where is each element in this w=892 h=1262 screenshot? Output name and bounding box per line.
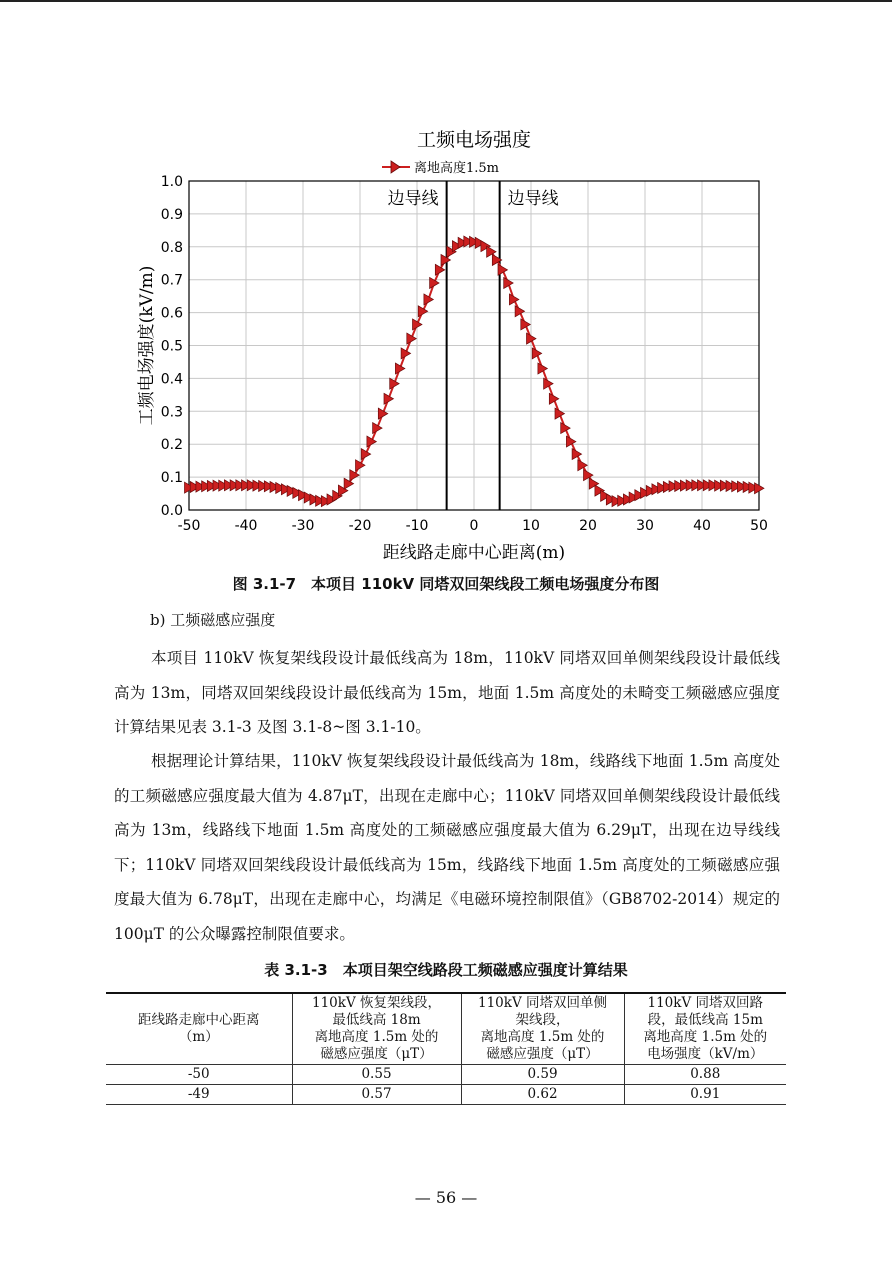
header-line: 离地高度 1.5m 处的 <box>314 1029 439 1045</box>
data-point-marker <box>350 470 360 481</box>
data-point-marker <box>498 264 508 275</box>
data-point-marker <box>532 348 542 359</box>
table-cell: -49 <box>187 1086 210 1102</box>
header-line: 最低线高 18m <box>332 1012 421 1028</box>
data-point-marker <box>515 306 525 317</box>
sub-heading: b) 工频磁感应强度 <box>150 611 276 629</box>
data-point-marker <box>407 333 417 344</box>
paragraph-1: 本项目 110kV 恢复架线段设计最低线高为 18m，110kV 同塔双回单侧架线段设计最低线高为 13m，同塔双回架线段设计最低线高为 15m，地面 1.5m 高度处的未畸变工频磁感应强度计算结果见表 3.1-3 及图 3.1-8~图 3.1-10。 <box>114 649 780 737</box>
header-line: 离地高度 1.5m 处的 <box>643 1029 768 1045</box>
header-line: 磁感应强度（μT） <box>486 1046 599 1062</box>
x-tick-label: 40 <box>693 518 711 534</box>
data-point-marker <box>361 449 371 460</box>
results-table <box>106 992 786 1105</box>
x-tick-label: 50 <box>750 518 768 534</box>
y-tick-label: 0.0 <box>160 503 183 519</box>
y-tick-label: 1.0 <box>160 174 183 190</box>
y-tick-label: 0.6 <box>160 305 183 322</box>
table-cell: 0.62 <box>461 1085 624 1105</box>
x-tick-label: 0 <box>469 518 479 534</box>
x-tick-label: -40 <box>234 518 258 534</box>
data-point-marker <box>561 423 571 434</box>
header-restore-segment <box>292 993 461 1065</box>
header-line: 110kV 同塔双回路 <box>647 995 763 1011</box>
data-point-marker <box>395 363 405 374</box>
table-header-row <box>106 993 786 1065</box>
data-point-marker <box>549 393 559 404</box>
header-line: 段，最低线高 15m <box>647 1012 763 1028</box>
edge-conductor-label: 边导线 <box>387 189 439 209</box>
table-cell: 0.55 <box>292 1065 461 1085</box>
x-tick-label: -20 <box>348 518 372 534</box>
y-tick-label: 0.4 <box>160 371 183 388</box>
table-cell: 0.91 <box>624 1085 786 1105</box>
page-number: — 56 — <box>414 1188 478 1207</box>
table-caption: 表 3.1-3 本项目架空线路段工频磁感应强度计算结果 <box>264 961 628 979</box>
header-single-side-segment <box>461 993 624 1065</box>
data-point-marker <box>401 348 411 359</box>
data-point-marker <box>367 436 377 447</box>
y-tick-label: 0.9 <box>160 206 183 223</box>
header-line: 110kV 同塔双回单侧 <box>478 995 607 1011</box>
data-point-marker <box>378 408 388 419</box>
legend-marker <box>391 161 400 173</box>
table-row <box>106 1065 786 1085</box>
y-tick-label: 0.2 <box>160 437 183 454</box>
data-point-marker <box>555 408 565 419</box>
data-point-marker <box>521 319 531 330</box>
data-point-marker <box>373 423 383 434</box>
header-line: 架线段， <box>515 1012 570 1028</box>
header-line: 电场强度（kV/m） <box>647 1046 764 1062</box>
y-axis-label: 工频电场强度(kV/m) <box>137 265 157 426</box>
y-tick-label: 0.7 <box>160 272 183 289</box>
x-tick-label: 10 <box>522 518 540 534</box>
y-tick-label: 0.5 <box>160 338 183 355</box>
header-distance <box>106 993 292 1065</box>
header-line: 距线路走廊中心距离 <box>138 1012 260 1028</box>
y-tick-label: 0.8 <box>160 239 183 256</box>
x-tick-label: 30 <box>636 518 654 534</box>
edge-conductor-label: 边导线 <box>507 189 559 209</box>
data-point-marker <box>424 294 434 305</box>
x-tick-label: -10 <box>405 518 429 534</box>
data-point-marker <box>572 449 582 460</box>
chart-title: 工频电场强度 <box>416 129 532 151</box>
data-point-marker <box>430 277 440 288</box>
electric-field-chart <box>0 0 892 570</box>
y-tick-label: 0.3 <box>160 404 183 421</box>
table-row <box>106 1085 786 1105</box>
table-cell: -50 <box>187 1066 210 1082</box>
header-line: 离地高度 1.5m 处的 <box>480 1029 605 1045</box>
data-point-marker <box>418 306 428 317</box>
data-point-marker <box>566 436 576 447</box>
x-axis-label: 距线路走廊中心距离(m) <box>382 543 566 563</box>
x-tick-label: 20 <box>579 518 597 534</box>
data-point-marker <box>578 460 588 471</box>
paragraph-2: 根据理论计算结果，110kV 恢复架线段设计最低线高为 18m，线路线下地面 1.5m 高度处的工频磁感应强度最大值为 4.87μT，出现在走廊中心；110kV 同塔双回单侧架线段设计最低线高为 13m，线路线下地面 1.5m 高度处的工频磁感应强度最大值为 6.29μT，出现在边导线线下；110kV 同塔双回架线段设计最低线高为 15m，线路线下地面 1.5m 高度处的工频磁感应强度最大值为 6.78μT，出现在走廊中心，均满足《电磁环境控制限值》（GB8702-2014）规定的 100μT 的公众曝露控制限值要求。 <box>114 752 780 943</box>
header-line: 磁感应强度（μT） <box>320 1046 433 1062</box>
header-line: （m） <box>178 1029 219 1045</box>
data-point-marker <box>435 264 445 275</box>
data-point-marker <box>384 393 394 404</box>
table-cell: 0.59 <box>461 1065 624 1085</box>
table-cell: 0.57 <box>292 1085 461 1105</box>
header-double-circuit-segment <box>624 993 786 1065</box>
legend-label: 离地高度1.5m <box>414 161 500 176</box>
x-tick-label: -50 <box>177 518 201 534</box>
header-line: 110kV 恢复架线段， <box>312 995 441 1011</box>
data-point-marker <box>544 378 554 389</box>
y-tick-label: 0.1 <box>160 470 183 487</box>
data-point-marker <box>509 294 519 305</box>
table-cell: 0.88 <box>624 1065 786 1085</box>
data-point-marker <box>504 277 514 288</box>
x-tick-label: -30 <box>291 518 315 534</box>
data-point-marker <box>538 363 548 374</box>
figure-caption: 图 3.1-7 本项目 110kV 同塔双回架线段工频电场强度分布图 <box>232 575 660 593</box>
data-point-marker <box>390 378 400 389</box>
